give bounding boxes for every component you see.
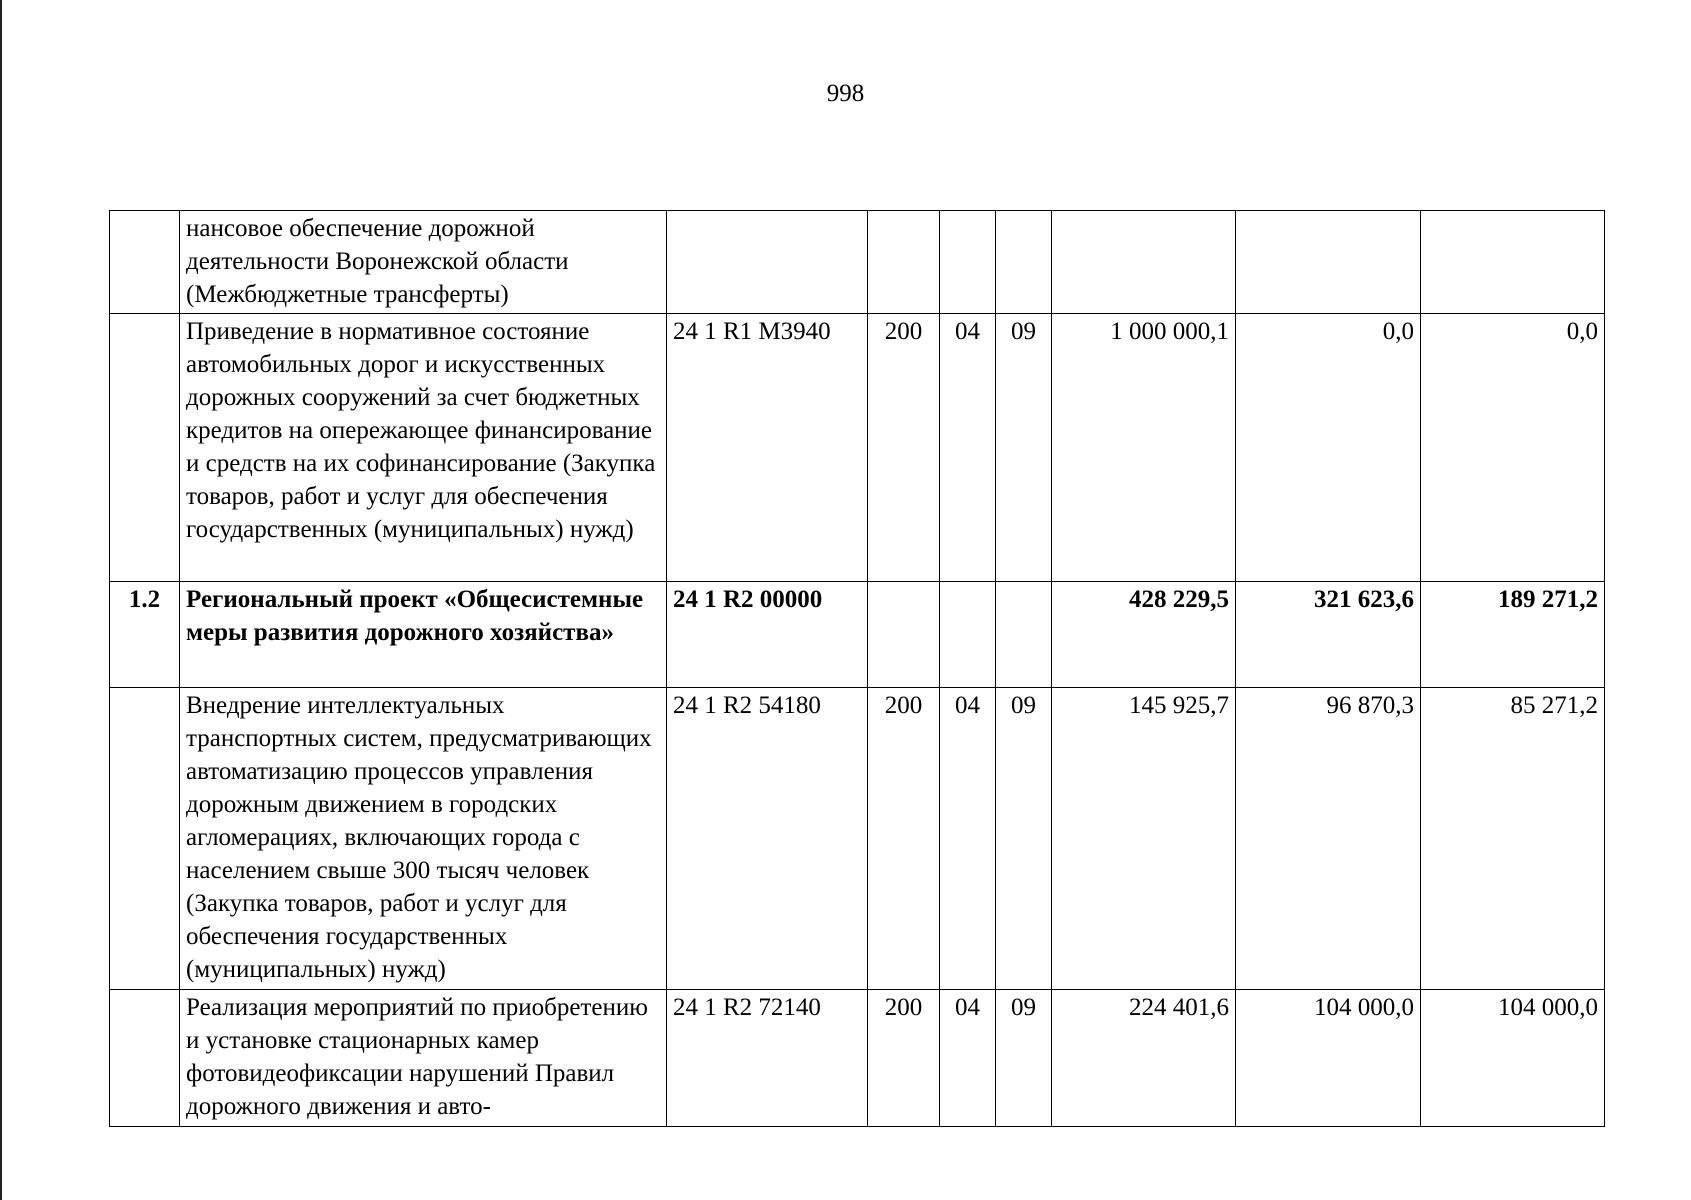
row-pr: 09 <box>996 688 1052 990</box>
row-vr <box>868 211 940 314</box>
row-rz: 04 <box>940 314 996 582</box>
row-number <box>110 211 180 314</box>
left-margin-line <box>0 0 2 1200</box>
row-amount-3: 0,0 <box>1421 314 1605 582</box>
row-code: 24 1 R2 72140 <box>667 990 868 1127</box>
row-amount-2: 96 870,3 <box>1236 688 1421 990</box>
row-amount-1: 145 925,7 <box>1052 688 1236 990</box>
row-name: Внедрение интеллектуальных транспортных систем, предусматривающих автоматизацию процессов управления дорожным движением в городских агломерациях, включающих города с населением свыше 300 тысяч человек (Закупка товаров, работ и услуг для обеспечения государственных (муниципальных) нужд) <box>180 688 667 990</box>
row-number <box>110 990 180 1127</box>
row-number <box>110 688 180 990</box>
table-row <box>110 211 1605 314</box>
budget-table <box>109 210 1605 1127</box>
row-amount-3: 85 271,2 <box>1421 688 1605 990</box>
row-name: нансовое обеспечение дорожной деятельности Воронежской области (Межбюджетные трансферты) <box>180 211 667 314</box>
row-name: Приведение в нормативное состояние автомобильных дорог и искусственных дорожных сооружений за счет бюджетных кредитов на опережающее финансирование и средств на их софинансирование (Закупка товаров, работ и услуг для обеспечения государственных (муниципальных) нужд) <box>180 314 667 582</box>
row-amount-3: 189 271,2 <box>1421 582 1605 688</box>
row-rz <box>940 582 996 688</box>
table-row <box>110 582 1605 688</box>
row-amount-2 <box>1236 211 1421 314</box>
row-pr: 09 <box>996 990 1052 1127</box>
row-pr <box>996 211 1052 314</box>
row-code <box>667 211 868 314</box>
row-code: 24 1 R2 54180 <box>667 688 868 990</box>
row-vr: 200 <box>868 688 940 990</box>
row-pr: 09 <box>996 314 1052 582</box>
row-amount-2: 104 000,0 <box>1236 990 1421 1127</box>
table-row <box>110 688 1605 990</box>
row-amount-3: 104 000,0 <box>1421 990 1605 1127</box>
row-number <box>110 314 180 582</box>
row-amount-3 <box>1421 211 1605 314</box>
row-amount-1: 428 229,5 <box>1052 582 1236 688</box>
row-rz <box>940 211 996 314</box>
row-name: Региональный проект «Общесистемные меры развития дорожного хозяйства» <box>180 582 667 688</box>
row-rz: 04 <box>940 990 996 1127</box>
row-rz: 04 <box>940 688 996 990</box>
row-number: 1.2 <box>110 582 180 688</box>
row-amount-2: 0,0 <box>1236 314 1421 582</box>
page-number: 998 <box>826 80 865 107</box>
row-name: Реализация мероприятий по приобретению и установке стационарных камер фотовидеофиксации нарушений Правил дорожного движения и авто- <box>180 990 667 1127</box>
row-amount-1: 224 401,6 <box>1052 990 1236 1127</box>
row-amount-1 <box>1052 211 1236 314</box>
row-pr <box>996 582 1052 688</box>
row-vr: 200 <box>868 990 940 1127</box>
row-code: 24 1 R2 00000 <box>667 582 868 688</box>
row-vr: 200 <box>868 314 940 582</box>
row-amount-2: 321 623,6 <box>1236 582 1421 688</box>
row-code: 24 1 R1 M3940 <box>667 314 868 582</box>
row-vr <box>868 582 940 688</box>
table-row <box>110 314 1605 582</box>
row-amount-1: 1 000 000,1 <box>1052 314 1236 582</box>
table-row <box>110 990 1605 1127</box>
